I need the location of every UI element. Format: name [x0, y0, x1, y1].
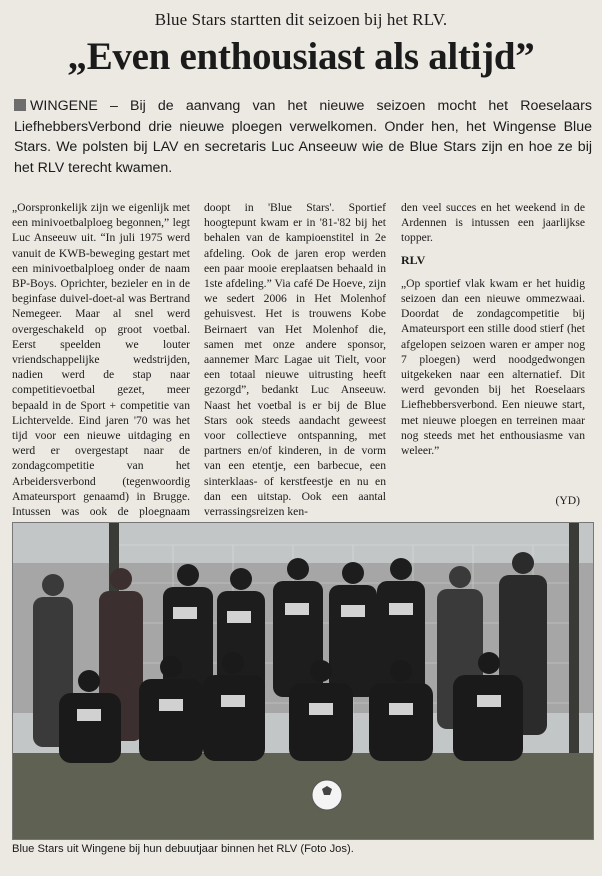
article-intro [14, 96, 592, 178]
team-photo [12, 522, 594, 840]
column-3 [401, 200, 585, 458]
article-headline: „Even enthousiast als altijd” [67, 35, 535, 78]
article-kicker: Blue Stars startten dit seizoen bij het RLV. [154, 10, 448, 29]
column-3-text-b: „Op sportief vlak kwam er het huidig seizoen dan een nieuwe ommezwaai. Doordat de zondagcompetitie bij Amateursport een stille dood stierf (het afgelopen seizoen waren er amper nog 7 ploegen) werd noodgedwongen uitgekeken naar een alternatief. Dit werd gevonden bij het Roeselaars Liefhebbersverbond. Een nieuwe start, met nieuwe ploegen en terreinen maar nog steeds met het enthousiasme van weleer.” [401, 276, 585, 458]
column-2 [204, 200, 386, 519]
photo-caption: Blue Stars uit Wingene bij hun debuutjaar binnen het RLV (Foto Jos). [12, 843, 354, 855]
subhead-rlv: RLV [401, 252, 426, 267]
byline: (YD) [555, 494, 580, 507]
square-bullet-icon [14, 99, 26, 111]
column-1 [12, 200, 190, 534]
intro-text: WINGENE – Bij de aanvang van het nieuwe seizoen mocht het Roeselaars LiefhebbersVerbond drie nieuwe ploegen verwelkomen. Onder hen, het Wingense Blue Stars. We polsten bij LAV en secretaris Luc Anseeuw wie de Blue Stars zijn en hoe ze bij het RLV terecht kwamen. [14, 98, 592, 176]
column-2-text: doopt in 'Blue Stars'. Sportief hoogtepunt kwam er in '81-'82 bij het behalen van de kampioenstitel in 2e afdeling. Ook de jaren erop werden een paar mooie ereplaatsen behaald in 1ste afdeling.” Via café De Hoeve, zijn we sedert 2006 in Het Molenhof gehuisvest. Het is trouwens Kobe Beirnaert van Het Molenhof die, samen met onze andere sponsor, aannemer Marc Lagae uit Tielt, voor een totaal nieuwe uitrusting heeft gezorgd”, bedankt Luc Anseeuw. Naast het voetbal is er bij de Blue Stars ook steeds aandacht geweest voor collectieve ontspanning, met partners en/of kinderen, in de vorm van een etentje, een barbecue, een sinterklaas- of kerstfeestje en nu en dan een uitstap. Ook een aantal verrassingsreizen ken- [204, 201, 386, 519]
column-3-text-a: den veel succes en het weekend in de Ardennen is intussen een jaarlijkse topper. [401, 201, 585, 245]
column-1-text: „Oorspronkelijk zijn we eigenlijk met een minivoetbalploeg begonnen,” legt Luc Anseeuw uit. “In juli 1975 werd vanuit de KWB-beweging gestart met een minivoetbalploeg onder de naam BP-Boys. Oprichter, bezieler en in de beginfase duivel-doet-al was Bertrand Nemegeer. Maar al snel werd overgeschakeld op groot voetbal. Eerst speelden we louter vriendschappelijke wedstrijden, nadien werd de stap naar competitievoetbal gezet, meer bepaald in de Sport + competitie van Lichtervelde. Eind jaren '70 was het tijd voor een nieuwe uitdaging en werd er overgestapt naar de zondagcompetitie van het Arbeidersverbond (tegenwoordig Amateursport genaamd) in Brugge. Intussen was ook de ploegnaam [12, 201, 190, 519]
team-photo-illustration [13, 523, 593, 839]
pitch-grass [13, 753, 593, 839]
goal-post-right [569, 523, 579, 753]
